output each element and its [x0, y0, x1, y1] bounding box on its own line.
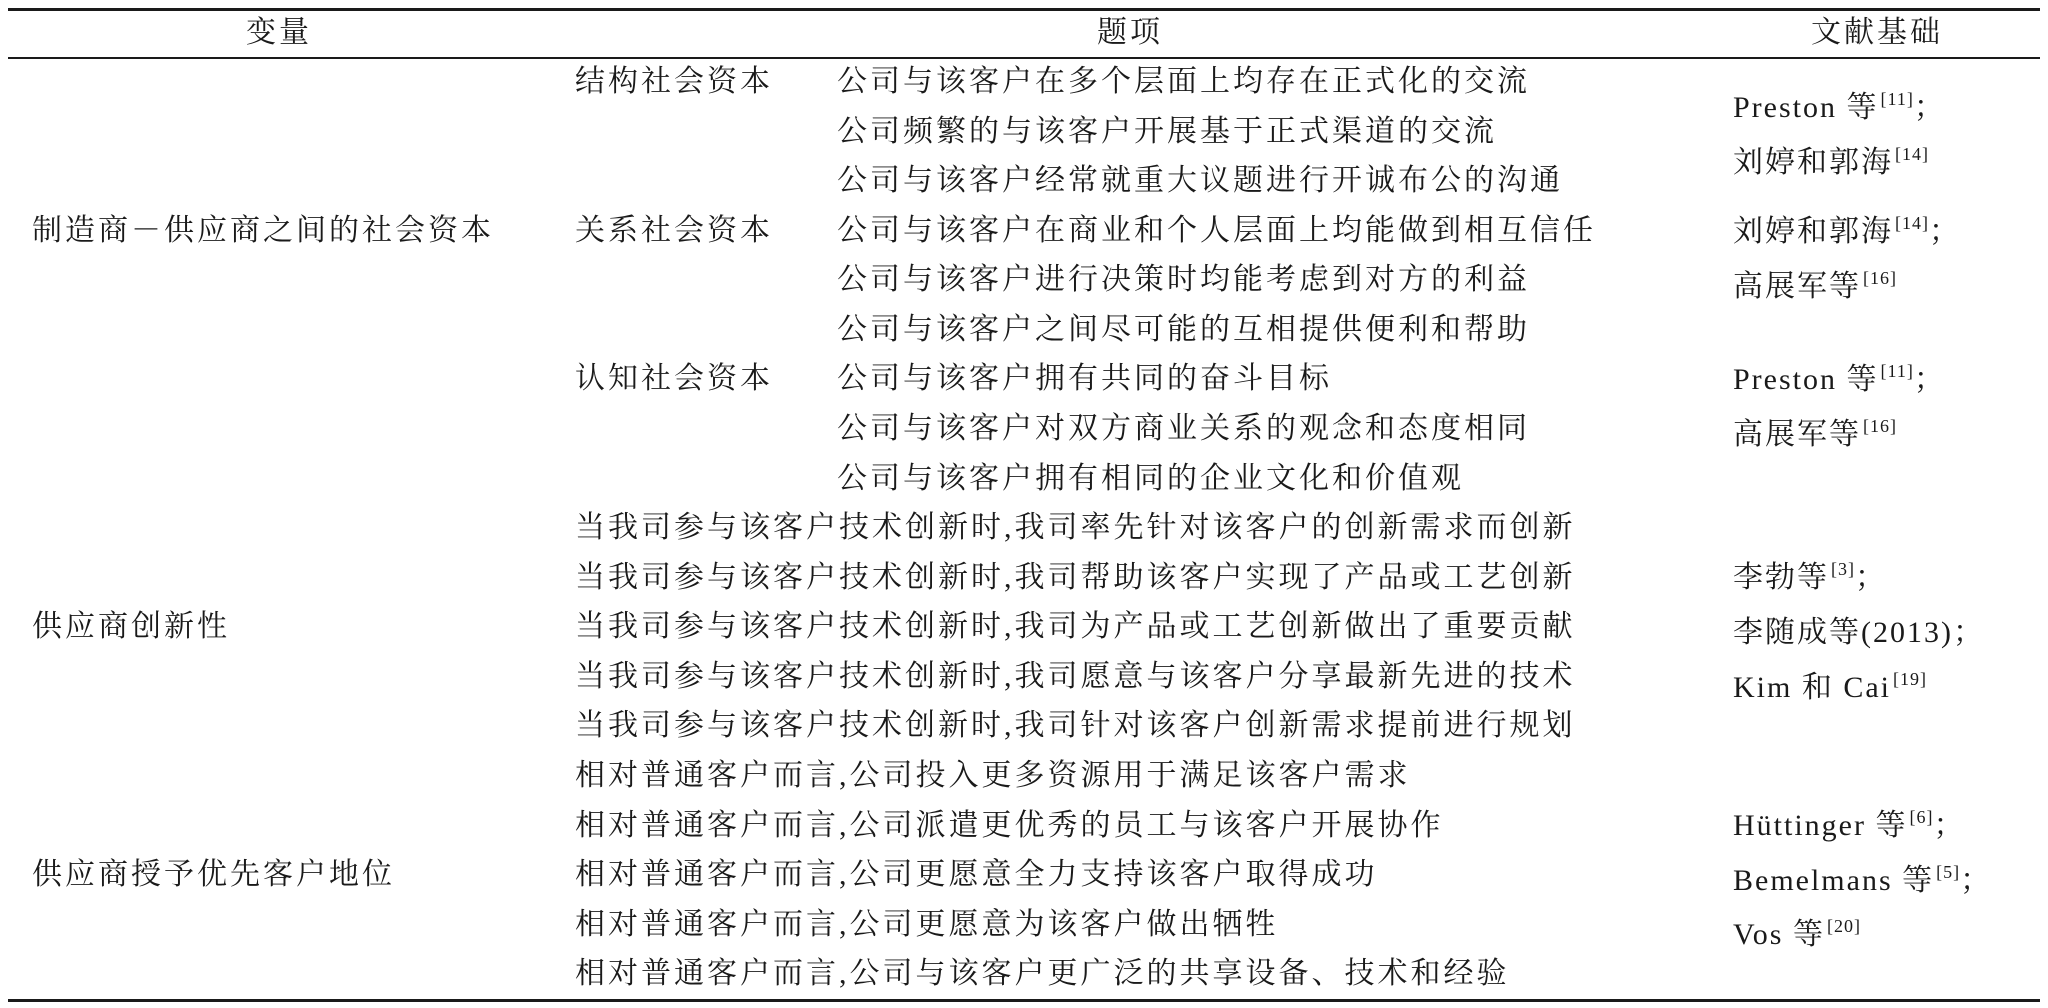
reference-citation: [5]	[1936, 862, 1961, 882]
reference-separator: ；	[1929, 215, 1961, 248]
dimension-label: 认知社会资本	[575, 362, 773, 396]
item-text: 当我司参与该客户技术创新时,我司针对该客户创新需求提前进行规划	[575, 709, 1576, 743]
table-bottom-rule	[8, 999, 2040, 1002]
reference-line	[1733, 558, 1887, 601]
reference-citation: [20]	[1826, 916, 1861, 936]
variable-label: 供应商创新性	[32, 610, 230, 644]
reference-line	[1733, 360, 1946, 403]
item-text: 相对普通客户而言,公司更愿意全力支持该客户取得成功	[575, 858, 1378, 892]
reference-citation: [6]	[1909, 807, 1934, 827]
reference-line	[1733, 806, 1965, 849]
reference-citation: [19]	[1893, 669, 1927, 689]
reference-citation: [16]	[1863, 268, 1897, 288]
reference-line	[1733, 668, 1927, 711]
reference-author: Vos 等	[1733, 918, 1825, 951]
reference-line	[1733, 415, 1897, 458]
reference-author: 刘婷和郭海	[1733, 146, 1893, 179]
reference-separator: ；	[1913, 363, 1946, 396]
reference-citation: [14]	[1895, 144, 1929, 164]
dimension-label: 结构社会资本	[575, 65, 773, 98]
header-references: 文献基础	[1811, 16, 1943, 49]
reference-citation: [3]	[1831, 559, 1855, 579]
reference-line	[1733, 613, 1985, 653]
item-text: 公司频繁的与该客户开展基于正式渠道的交流	[837, 114, 1497, 148]
item-text: 公司与该客户在多个层面上均存在正式化的交流	[837, 65, 1530, 98]
table-top-rule	[8, 8, 2040, 11]
reference-line	[1733, 212, 1961, 255]
reference-line	[1733, 915, 1861, 958]
item-text: 相对普通客户而言,公司更愿意为该客户做出牺牲	[575, 907, 1279, 941]
reference-citation: [16]	[1863, 416, 1897, 436]
reference-citation: [11]	[1880, 361, 1914, 381]
dimension-label: 关系社会资本	[575, 213, 773, 247]
reference-author: Kim 和 Cai	[1733, 671, 1891, 704]
item-text: 相对普通客户而言,公司投入更多资源用于满足该客户需求	[575, 758, 1411, 792]
item-text: 公司与该客户拥有共同的奋斗目标	[837, 362, 1332, 396]
reference-line	[1733, 267, 1897, 310]
item-text: 当我司参与该客户技术创新时,我司为产品或工艺创新做出了重要贡献	[575, 610, 1576, 644]
reference-separator: ；	[1933, 809, 1966, 842]
table-header-rule	[8, 57, 2040, 59]
reference-separator: ；	[1913, 91, 1946, 124]
reference-line	[1733, 861, 1992, 904]
variable-label: 供应商授予优先客户地位	[32, 858, 395, 892]
item-text: 相对普通客户而言,公司与该客户更广泛的共享设备、技术和经验	[575, 957, 1510, 991]
reference-separator: ；	[1960, 864, 1993, 897]
reference-author: 李随成等(2013)	[1733, 616, 1953, 649]
variable-label: 制造商－供应商之间的社会资本	[32, 213, 494, 247]
reference-line	[1733, 88, 1946, 131]
reference-author: Preston 等	[1733, 91, 1879, 124]
reference-author: 高展军等	[1733, 270, 1861, 303]
header-variable: 变量	[246, 16, 312, 49]
reference-author: Hüttinger 等	[1733, 809, 1908, 842]
reference-author: 高展军等	[1733, 418, 1861, 451]
reference-author: Bemelmans 等	[1733, 864, 1935, 897]
reference-separator: ；	[1952, 616, 1985, 649]
item-text: 公司与该客户经常就重大议题进行开诚布公的沟通	[837, 164, 1563, 198]
header-items: 题项	[1097, 16, 1163, 49]
item-text: 公司与该客户拥有相同的企业文化和价值观	[837, 461, 1464, 495]
reference-author: 李勃等	[1733, 561, 1829, 594]
reference-separator: ；	[1855, 561, 1887, 594]
reference-citation: [14]	[1895, 213, 1929, 233]
reference-line	[1733, 143, 1929, 186]
reference-citation: [11]	[1880, 89, 1914, 109]
item-text: 公司与该客户在商业和个人层面上均能做到相互信任	[837, 213, 1596, 247]
item-text: 当我司参与该客户技术创新时,我司率先针对该客户的创新需求而创新	[575, 511, 1576, 545]
item-text: 当我司参与该客户技术创新时,我司帮助该客户实现了产品或工艺创新	[575, 560, 1576, 594]
reference-author: Preston 等	[1733, 363, 1879, 396]
item-text: 当我司参与该客户技术创新时,我司愿意与该客户分享最新先进的技术	[575, 659, 1576, 693]
item-text: 公司与该客户之间尽可能的互相提供便利和帮助	[837, 312, 1530, 346]
item-text: 相对普通客户而言,公司派遣更优秀的员工与该客户开展协作	[575, 808, 1444, 842]
item-text: 公司与该客户进行决策时均能考虑到对方的利益	[837, 263, 1530, 297]
reference-author: 刘婷和郭海	[1733, 215, 1893, 248]
item-text: 公司与该客户对双方商业关系的观念和态度相同	[837, 411, 1530, 445]
